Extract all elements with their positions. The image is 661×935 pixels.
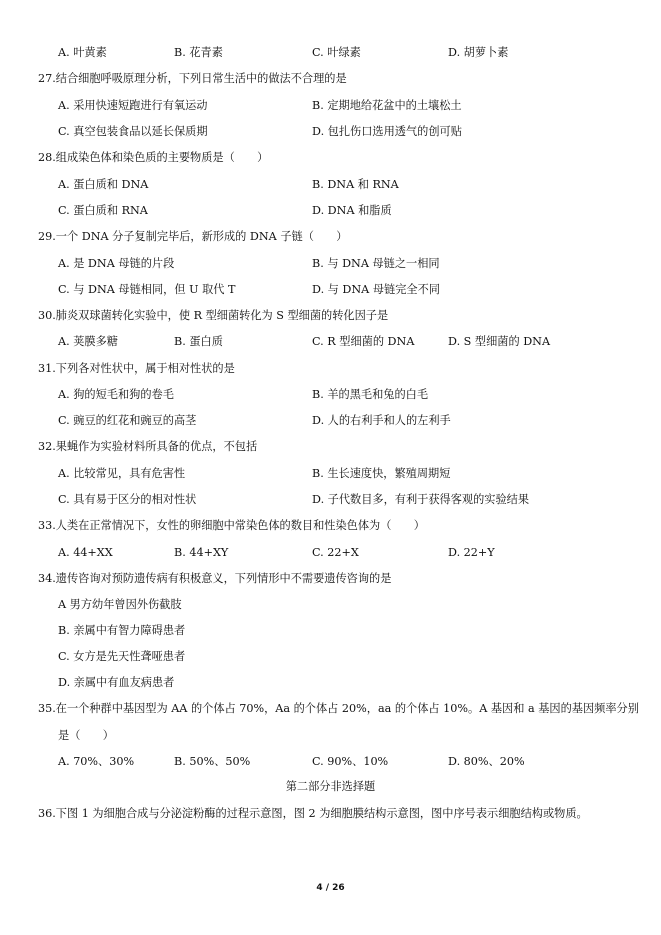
question-row — [0, 226, 661, 248]
option-text: C. 叶绿素 — [312, 46, 361, 59]
question-text: 30.肺炎双球菌转化实验中，使 R 型细菌转化为 S 型细菌的转化因子是 — [38, 309, 389, 322]
option-text: C. 90%、10% — [312, 755, 389, 768]
options-row — [0, 42, 661, 64]
option-text: A. 狗的短毛和狗的卷毛 — [58, 388, 174, 401]
question-row — [0, 515, 661, 537]
question-text: 33.人类在正常情况下，女性的卵细胞中常染色体的数目和性染色体为（ ） — [38, 519, 425, 532]
option-text: D. 胡萝卜素 — [448, 46, 509, 59]
options-row — [0, 751, 661, 773]
option-text: C. 豌豆的红花和豌豆的高茎 — [58, 414, 197, 427]
options-row — [0, 253, 661, 275]
option-text: C. 具有易于区分的相对性状 — [58, 493, 197, 506]
option-text: D. 人的右利手和人的左利手 — [312, 414, 451, 427]
options-row — [0, 384, 661, 406]
option-text: D. 亲属中有血友病患者 — [58, 676, 175, 689]
question-row — [0, 358, 661, 380]
option-text: C. 真空包装食品以延长保质期 — [58, 125, 208, 138]
question-text: 28.组成染色体和染色质的主要物质是（ ） — [38, 151, 269, 164]
option-text: A. 是 DNA 母链的片段 — [58, 257, 175, 270]
section-heading: 第二部分非选择题 — [285, 780, 376, 793]
option-text: D. 22+Y — [448, 546, 495, 559]
options-row — [0, 646, 661, 668]
option-text: B. 44+XY — [174, 546, 229, 559]
question-row — [0, 568, 661, 590]
options-row — [0, 279, 661, 301]
question-row — [0, 698, 661, 720]
options-row — [0, 672, 661, 694]
question-text: 29.一个 DNA 分子复制完毕后，新形成的 DNA 子链（ ） — [38, 230, 348, 243]
option-text: B. 定期地给花盆中的土壤松土 — [312, 99, 462, 112]
option-text: A 男方幼年曾因外伤截肢 — [58, 598, 182, 611]
option-text: D. S 型细菌的 DNA — [448, 335, 551, 348]
option-text: A. 采用快速短跑进行有氧运动 — [58, 99, 208, 112]
question-text: 31.下列各对性状中，属于相对性状的是 — [38, 362, 235, 375]
question-row — [0, 68, 661, 90]
option-text: A. 荚膜多糖 — [58, 335, 118, 348]
option-text: 是（ ） — [58, 729, 114, 742]
page-number: 4 / 26 — [316, 883, 345, 893]
option-text: B. 与 DNA 母链之一相同 — [312, 257, 440, 270]
option-text: C. 22+X — [312, 546, 359, 559]
option-text: B. 蛋白质 — [174, 335, 223, 348]
option-text: B. 生长速度快，繁殖周期短 — [312, 467, 451, 480]
option-text: D. DNA 和脂质 — [312, 204, 392, 217]
option-text: B. 50%、50% — [174, 755, 251, 768]
option-text: D. 包扎伤口选用透气的创可贴 — [312, 125, 462, 138]
option-text: A. 44+XX — [58, 546, 113, 559]
options-row — [0, 174, 661, 196]
option-text: C. 蛋白质和 RNA — [58, 204, 148, 217]
options-row — [0, 594, 661, 616]
options-row — [0, 331, 661, 353]
option-text: C. R 型细菌的 DNA — [312, 335, 415, 348]
question-text: 27.结合细胞呼吸原理分析，下列日常生活中的做法不合理的是 — [38, 72, 347, 85]
option-text: B. 花青素 — [174, 46, 223, 59]
question-row — [0, 803, 661, 825]
question-text: 32.果蝇作为实验材料所具备的优点，不包括 — [38, 440, 258, 453]
question-text: 36.下图 1 为细胞合成与分泌淀粉酶的过程示意图，图 2 为细胞膜结构示意图，图中序号表示细胞结构或物质。 — [38, 807, 588, 820]
options-row — [0, 542, 661, 564]
options-row — [0, 463, 661, 485]
options-row — [0, 95, 661, 117]
options-row — [0, 200, 661, 222]
option-text: D. 子代数目多，有利于获得客观的实验结果 — [312, 493, 530, 506]
option-text: C. 与 DNA 母链相同，但 U 取代 T — [58, 283, 236, 296]
options-row — [0, 121, 661, 143]
options-row — [0, 620, 661, 642]
options-row — [0, 489, 661, 511]
options-row — [0, 725, 661, 747]
option-text: B. DNA 和 RNA — [312, 178, 399, 191]
option-text: A. 叶黄素 — [58, 46, 107, 59]
question-row — [0, 147, 661, 169]
question-text: 35.在一个种群中基因型为 AA 的个体占 70%，Aa 的个体占 20%，aa 的个体占 10%。A 基因和 a 基因的基因频率分别 — [38, 702, 639, 715]
option-text: D. 80%、20% — [448, 755, 525, 768]
option-text: D. 与 DNA 母链完全不同 — [312, 283, 440, 296]
option-text: C. 女方是先天性聋哑患者 — [58, 650, 186, 663]
option-text: A. 比较常见，具有危害性 — [58, 467, 186, 480]
options-row — [0, 410, 661, 432]
question-row — [0, 305, 661, 327]
option-text: B. 羊的黑毛和兔的白毛 — [312, 388, 429, 401]
question-text: 34.遗传咨询对预防遗传病有积极意义，下列情形中不需要遗传咨询的是 — [38, 572, 392, 585]
option-text: B. 亲属中有智力障碍患者 — [58, 624, 186, 637]
option-text: A. 蛋白质和 DNA — [58, 178, 149, 191]
question-row — [0, 436, 661, 458]
option-text: A. 70%、30% — [58, 755, 135, 768]
